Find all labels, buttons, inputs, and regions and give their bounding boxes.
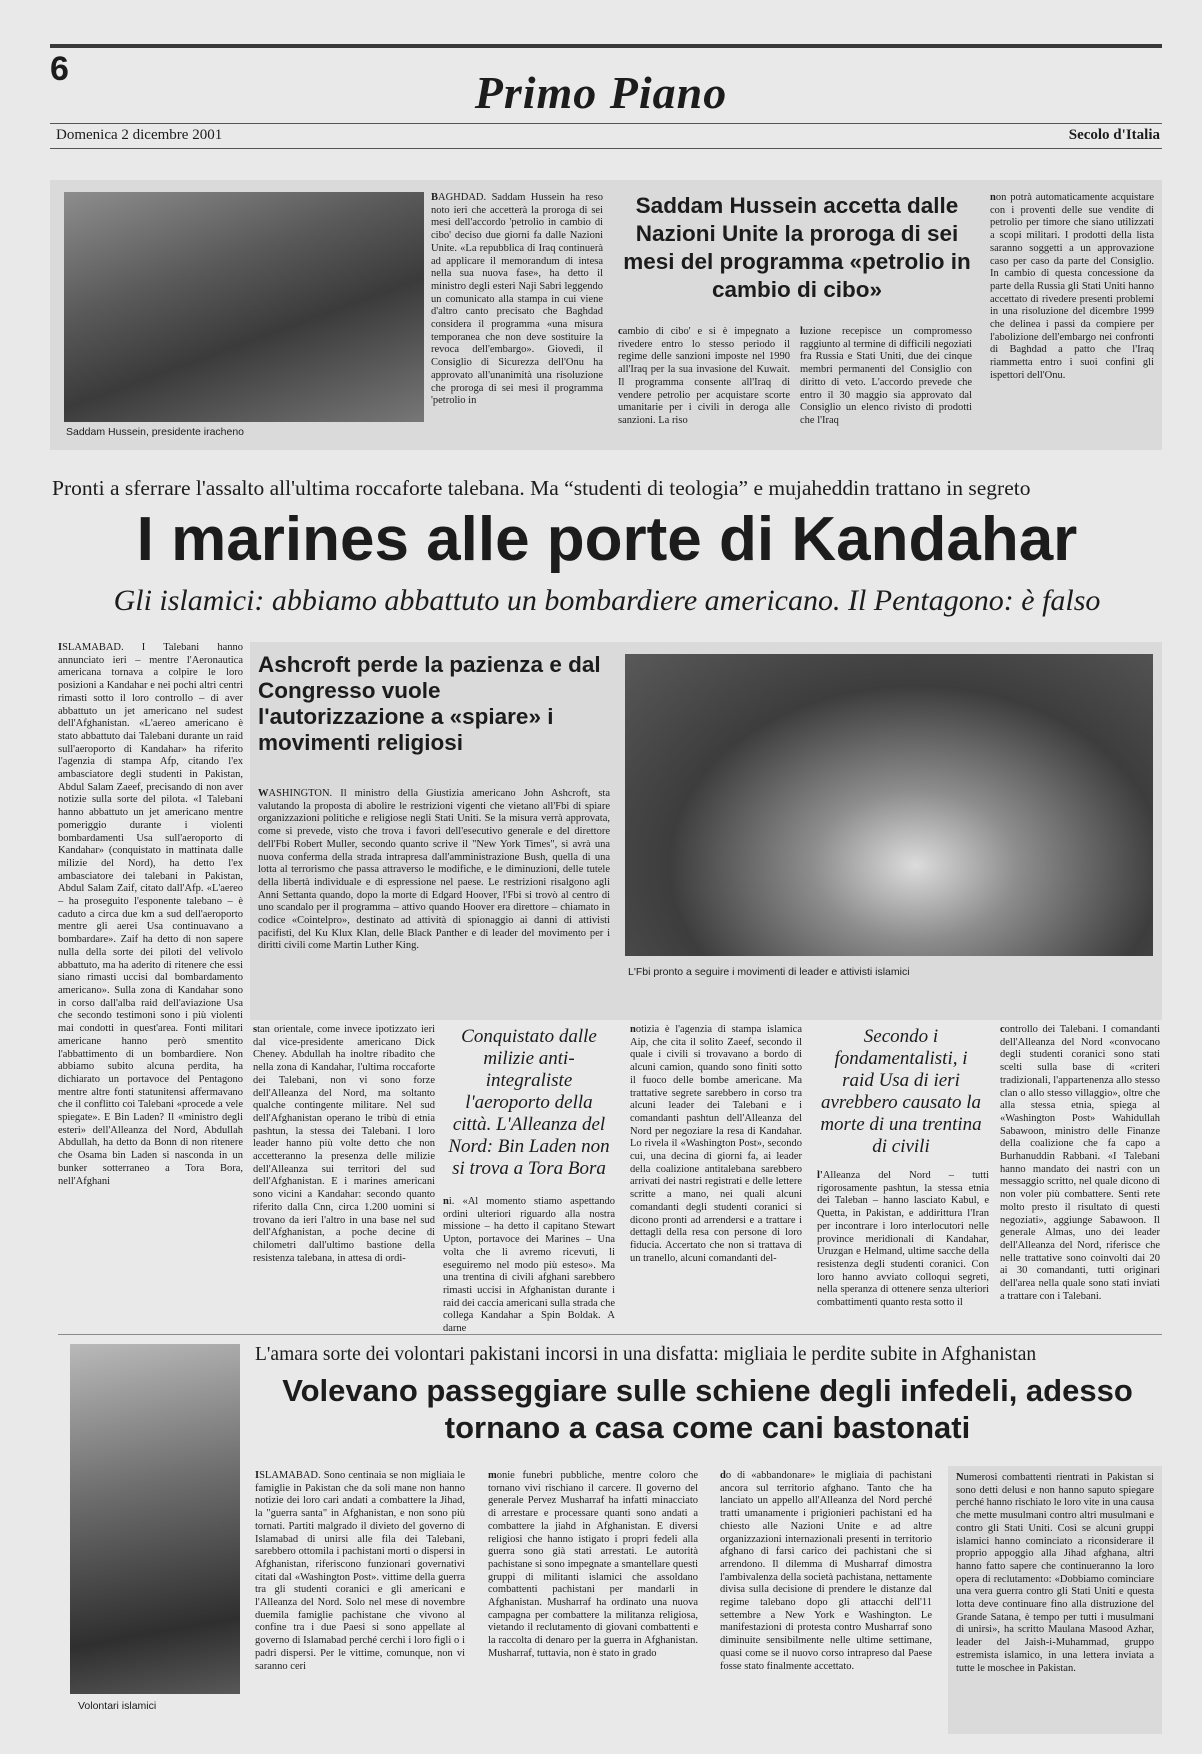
pakistani-col-4: Numerosi combattenti rientrati in Pakistan si sono detti delusi e non hanno saputo spiegare perché hanno rischiato le loro vite in una causa che mette musulmani contro altri musulmani e contro gli Stati Uniti. Così se alcuni gruppi islamici hanno cominciato a riconsiderare il proprio appoggio alla Jihad afghana, altri hanno fatto sapere che continueranno la loro opera di reclutamento: «Dobbiamo cominciare una vera guerra contro gli Stati Uniti e questa lotta deve continuare fino alla distruzione del Grande Satana, è tempo per tutti i musulmani di unirsi», ha scritto Maulana Masood Azhar, leader del Jaish-i-Muhammad, gruppo estremista islamico, in una lettera inviata a tutte le moschee in Pakistan.	[956, 1472, 1154, 1674]
saddam-col-2: cambio di cibo' e si è impegnato a rivedere entro lo stesso periodo il regime delle sanzioni imposte nel 1990 all'Iraq per la sua invasione del Kuwait. Il programma consente all'Iraq di vendere petrolio per acquistare scorte umanitarie per i civili in deroga alle sanzioni. La riso	[618, 326, 790, 426]
issue-date: Domenica 2 dicembre 2001	[56, 127, 223, 143]
kandahar-headline: I marines alle porte di Kandahar	[136, 505, 1078, 574]
kandahar-pullquote-2: Secondo i fondamentalisti, i raid Usa di ieri avrebbero causato la morte di una trentina di civili	[820, 1026, 982, 1157]
kandahar-col-1: ISLAMABAD. I Talebani hanno annunciato ieri – mentre l'Aeronautica americana tornava a colpire le loro posizioni a Kandahar e nei pochi altri centri rimasti sotto il loro controllo – di aver abbattuto un jet americano nel sudest dell'Afghanistan. «L'aereo americano è stato abbattuto dai Talebani durante un raid sull'aeroporto di Kandahar» ha riferito l'agenzia di stampa Afp, citando l'ex ambasciatore degli studenti in Pakistan, Abdul Salam Zaeef, precisando di non aver notizie sulla sorte del pilota. «I Talebani hanno abbattuto un jet americano mentre pomeriggio durante i violenti bombardamenti Usa sull'aeroporto di Kandahar» (conquistato in mattinata dalle milizie del Nord), ha detto l'ex ambasciatore dei talebani in Pakistan, Abdul Salam Zaif, citato dall'Afp. «L'aereo – ha proseguito l'esponente talebano – è caduto a circa due km a sud dell'aeroporto mentre gli aerei Usa continuavano a bombardare». Zaif ha detto di non sapere nulla della sorte dei piloti del velivolo abbattuto, ma ha aderito di ritenere che essi siano rimasti uccisi dal bombardamento americano». Sulla zona di Kandahar sono in corso dall'alba raid dell'aviazione Usa che secondo testimoni sono i più violenti mai condotti in quest'area. Fonti militari americane hanno però smentito l'abbattimento di un bombardiere. Non abbiamo subito alcuna perdita, ha dichiarato un portavoce del Pentagono mentre altre fonti statunitensi affermavano che il conflitto coi Talebani «procede a vele spiegate». E Bin Laden? Il «ministro degli esteri» dell'Alleanza del Nord, Abdullah Abdullah, ha detto da Bonn di non ritenere che Osama bin Laden si nasconda in un bunker sotterraneo a Tora Bora, nell'Afghani	[58, 642, 243, 1187]
newspaper-name: Secolo d'Italia	[1068, 127, 1160, 143]
top-rule	[50, 44, 1162, 48]
kandahar-col-4: notizia è l'agenzia di stampa islamica Aip, che cita il solito Zaeef, secondo il quale i civili si trovavano a bordo di alcuni camion, quando sono finiti sotto il fuoco delle bombe americane. Ma trattative segrete sarebbero in corso tra alcuni leader dei Talebani e i comandanti pashtun dell'Alleanza del Nord per negoziare la resa di Kandahar. Lo rivela il «Washington Post», secondo cui, una decina di giorni fa, ai leader della coalizione antitalebana sarebbero arrivati dei nastri registrati e delle lettere scritte a mano, nei quali alcuni comandanti degli studenti coranici si dicono pronti ad arrendersi e a trattare i dettagli della resa con persone di loro fiducia. Accertato che non si trattava di un tranello, alcuni comandanti del-	[630, 1024, 802, 1264]
header-rule	[50, 123, 1162, 124]
pakistani-kicker: L'amara sorte dei volontari pakistani incorsi in una disfatta: migliaia le perdite subite in Afghanistan	[255, 1344, 1037, 1365]
section-separator	[58, 1334, 1162, 1335]
kandahar-kicker: Pronti a sferrare l'assalto all'ultima roccaforte talebana. Ma “studenti di teologia” e mujaheddin trattano in segreto	[52, 476, 1031, 500]
section-title: Primo Piano	[474, 67, 728, 118]
pakistani-headline: Volevano passeggiare sulle schiene degli infedeli, adesso tornano a casa come cani bastonati	[282, 1373, 1133, 1445]
pakistani-col-3: do di «abbandonare» le migliaia di pachistani ancora sul territorio afghano. Tanto che ha lanciato un appello all'Alleanza del Nord perché tratti umanamente i prigionieri pachistani ed ha chiesto alle Nazioni Unite e ad altre organizzazioni internazionali presenti in territorio afghano di farsi carico dei pachistani che si arrendono. Il dilemma di Musharraf dimostra l'ambivalenza della società pachistana, nettamente divisa sulla decisione di prendere le distanze dal regime talebano dopo gli attacchi dell'11 settembre a New York e Washington. Le manifestazioni di protesta contro Musharraf sono diminuite sensibilmente nelle ultime settimane, quasi come se il nuovo corso intrapreso dal Paese fosse stato finalmente accettato.	[720, 1470, 932, 1672]
saddam-photo-caption: Saddam Hussein, presidente iracheno	[66, 426, 245, 438]
saddam-col-1: BAGHDAD. Saddam Hussein ha reso noto ieri che accetterà la proroga di sei mesi dell'accordo 'petrolio in cambio di cibo' deciso due giorni fa dalle Nazioni Unite. «La repubblica di Iraq continuerà ad applicare il memorandum di intesa nella sua nuova fase», ha detto il ministro degli esteri Naji Sabri leggendo un comunicato alla stampa in cui viene d'altro canto precisato che Baghdad considera il programma «una misura temporanea che non deve sostituire la revoca dell'embargo». Giovedì, il Consiglio di Sicurezza dell'Onu ha approvato all'unanimità una risoluzione che proroga di sei mesi il programma 'petrolio in	[431, 192, 603, 407]
kandahar-subhead: Gli islamici: abbiamo abbattuto un bombardiere americano. Il Pentagono: è falso	[113, 584, 1101, 617]
ashcroft-photo-caption: L'Fbi pronto a seguire i movimenti di leader e attivisti islamici	[628, 966, 910, 978]
pakistani-col-2: monie funebri pubbliche, mentre coloro che tornano vivi rischiano il carcere. Il governo del generale Pervez Musharraf ha infatti minacciato di arrestare e processare quanti sono andati a combattere la jiahd in Afghanistan. E diversi religiosi che hanno istigato i propri fedeli alla guerra sono già stati arrestati. Le autorità pachistane si sono impegnate a smantellare questi gruppi di militanti islamici che assoldano combattenti pachistani per mandarli in Afghanistan. Musharraf ha ordinato una nuova campagna per combattere la militanza religiosa, vietando il reclutamento di giovani combattenti e la raccolta di denaro per la guerra in Afghanistan. Musharraf, tuttavia, non è stato in grado	[488, 1470, 698, 1659]
kandahar-col-6: controllo dei Talebani. I comandanti dell'Alleanza del Nord «convocano degli studenti coranici sono stati scelti sulla base di «criteri tradizionali, l'appartenenza allo stesso clan o allo stesso villaggio», oltre che alla stessa etnia, spiega al «Washington Post» Wahidullah Sabawoon, ministro delle Finanze della coalizione che fa capo a Burhanuddin Rabbani. «I Talebani hanno mandato dei nastri con un messaggio scritto, nel quale dicono di non voler più combattere. Senti rete molto presto il risultato di questi negoziati», aggiunge Sabawoon. Il generale Almas, uno dei leader dell'Alleanza del Nord, riferisce che nelle trattative sono coinvolti dai 20 ai 30 comandanti, tutti originari dell'area nella quale sono stati inviati a trattare con i Talebani.	[1000, 1024, 1160, 1302]
mosque-photo	[625, 654, 1153, 956]
saddam-col-3: luzione recepisce un compromesso raggiunto al termine di difficili negoziati fra Russia e Stati Uniti, due dei cinque membri permanenti del Consiglio con diritto di veto. L'accordo prevede che entro il 30 maggio sia approvato dal Consiglio un elenco rivisto di prodotti che l'Iraq	[800, 326, 972, 426]
ashcroft-headline: Ashcroft perde la pazienza e dal Congresso vuole l'autorizzazione a «spiare» i movimenti religiosi	[258, 652, 601, 755]
page-number: 6	[50, 50, 69, 88]
saddam-headline: Saddam Hussein accetta dalle Nazioni Unite la proroga di sei mesi del programma «petrolio in cambio di cibo»	[623, 193, 971, 302]
volunteers-photo-caption: Volontari islamici	[78, 1700, 157, 1712]
saddam-col-4: non potrà automaticamente acquistare con i proventi delle sue vendite di petrolio per timore che siano utilizzati a scopi militari. I prodotti della lista saranno soggetti a un approvazione caso per caso da parte del Consiglio. In cambio di questa concessione da parte della Russia gli Stati Uniti hanno accettato di rivedere presenti problemi in una risoluzione del dicembre 1999 che delinea i passi da compiere per l'abolizione dell'embargo nei confronti di Baghdad a patto che l'Iraq riammetta entro i suoi confini gli ispettori dell'Onu.	[990, 192, 1154, 381]
saddam-photo	[64, 192, 424, 422]
ashcroft-body: WASHINGTON. Il ministro della Giustizia americano John Ashcroft, sta valutando la proposta di abolire le restrizioni vigenti che vietano all'Fbi di spiare organizzazioni politiche e religiose negli Stati Uniti. Se la misura verrà approvata, come si prevede, visto che trova i favori dell'esecutivo generale e del direttore dell'Fbi Robert Muller, secondo quanto scrive il "New York Times", si avrà una nuova conferma della strada intrapresa dall'amministrazione Bush, quella di una lotta al terrorismo che passa attraverso le modifiche, e le diminuzioni, delle tutele della libertà individuale e di espressione nel paese. Le restrizioni risalgono agli Anni Settanta quando, dopo la morte di Edgard Hoover, l'Fbi si trovò al centro di uno scandalo per il programma – attivo quando Hoover era direttore – chiamato in codice «Cointelpro», destinato ad attività di spionaggio ai danni di attivisti pacifisti, del Ku Klux Klan, delle Black Panther e di leader del movimento per i diritti civili come Martin Luther King.	[258, 788, 610, 952]
kandahar-pullquote-1: Conquistato dalle milizie anti-integraliste l'aeroporto della città. L'Alleanza del Nord: Bin Laden non si trova a Tora Bora	[448, 1026, 610, 1179]
kandahar-col-2: stan orientale, come invece ipotizzato ieri dal vice-presidente americano Dick Cheney. Abdullah ha inoltre ribadito che nella zona di Kandahar, l'ultima roccaforte dei Talebani, non vi sono forze dell'Alleanza del Nord, ma soltanto qualche contingente militare. Nel sud dell'Afghanistan operano le tribù di etnia pashtun, la stessa dei Talebani. I loro leader hanno più volte detto che non accetteranno la presenza delle milizie dell'Alleanza sui territori del sud dell'Afghanistan. E i marines americani sono vicini a Kandahar: secondo quanto riferito dalla Cnn, circa 1.200 uomini si trovano da ieri l'altro in una base nel sud dell'Afghanistan, a poche decine di chilometri dall'ultimo bastione della resistenza talebana, in attesa di ordi-	[253, 1024, 435, 1264]
volunteers-photo	[70, 1344, 240, 1694]
kandahar-col-3: ni. «Al momento stiamo aspettando ordini ulteriori riguardo alla nostra missione – ha detto il capitano Stewart Upton, portavoce dei Marines – Una volta che li avremo ricevuti, li eseguiremo nel modo più esteso». Ma una trentina di civili afghani sarebbero rimasti uccisi in Afghanistan durante i raid dei caccia americani sulla strada che collega Kandahar a Spin Boldak. A darne	[443, 1196, 615, 1335]
kandahar-col-5: l'Alleanza del Nord – tutti rigorosamente pashtun, la stessa etnia dei Taleban – hanno lasciato Kabul, e Quetta, in Pakistan, e addirittura l'Iran per incontrare i loro interlocutori nelle province meridionali di Kandahar, Uruzgan e Helmand, ultime sacche della resistenza degli studenti coranici. Con loro hanno avviato colloqui segreti, nella speranza di ottenere senza ulteriori combattimenti quanto resta sotto il	[817, 1170, 989, 1309]
header-rule-bottom	[50, 148, 1162, 149]
pakistani-col-1: ISLAMABAD. Sono centinaia se non migliaia le famiglie in Pakistan che da soli mane non hanno notizie dei loro cari andati a combattere la Jihad, la "guerra santa" in Afghanistan, e non sono più tornati. Partiti malgrado il divieto del governo di Islamabad di unirsi alle fila dei Talebani, sarebbero ottomila i pachistani morti o dispersi in Afghanistan, riferiscono funzionari governativi citati dal «Washington Post». vittime della guerra tra gli studenti coranici e gli americani e l'Alleanza del Nord. Solo nel mese di novembre duemila famiglie pachistane che vivono al confine tra i due Paesi si sono appellate al governo di Islamabad perché cerchi i loro figli o i padri dispersi. Per le vittime, comunque, non vi saranno ceri	[255, 1470, 465, 1672]
